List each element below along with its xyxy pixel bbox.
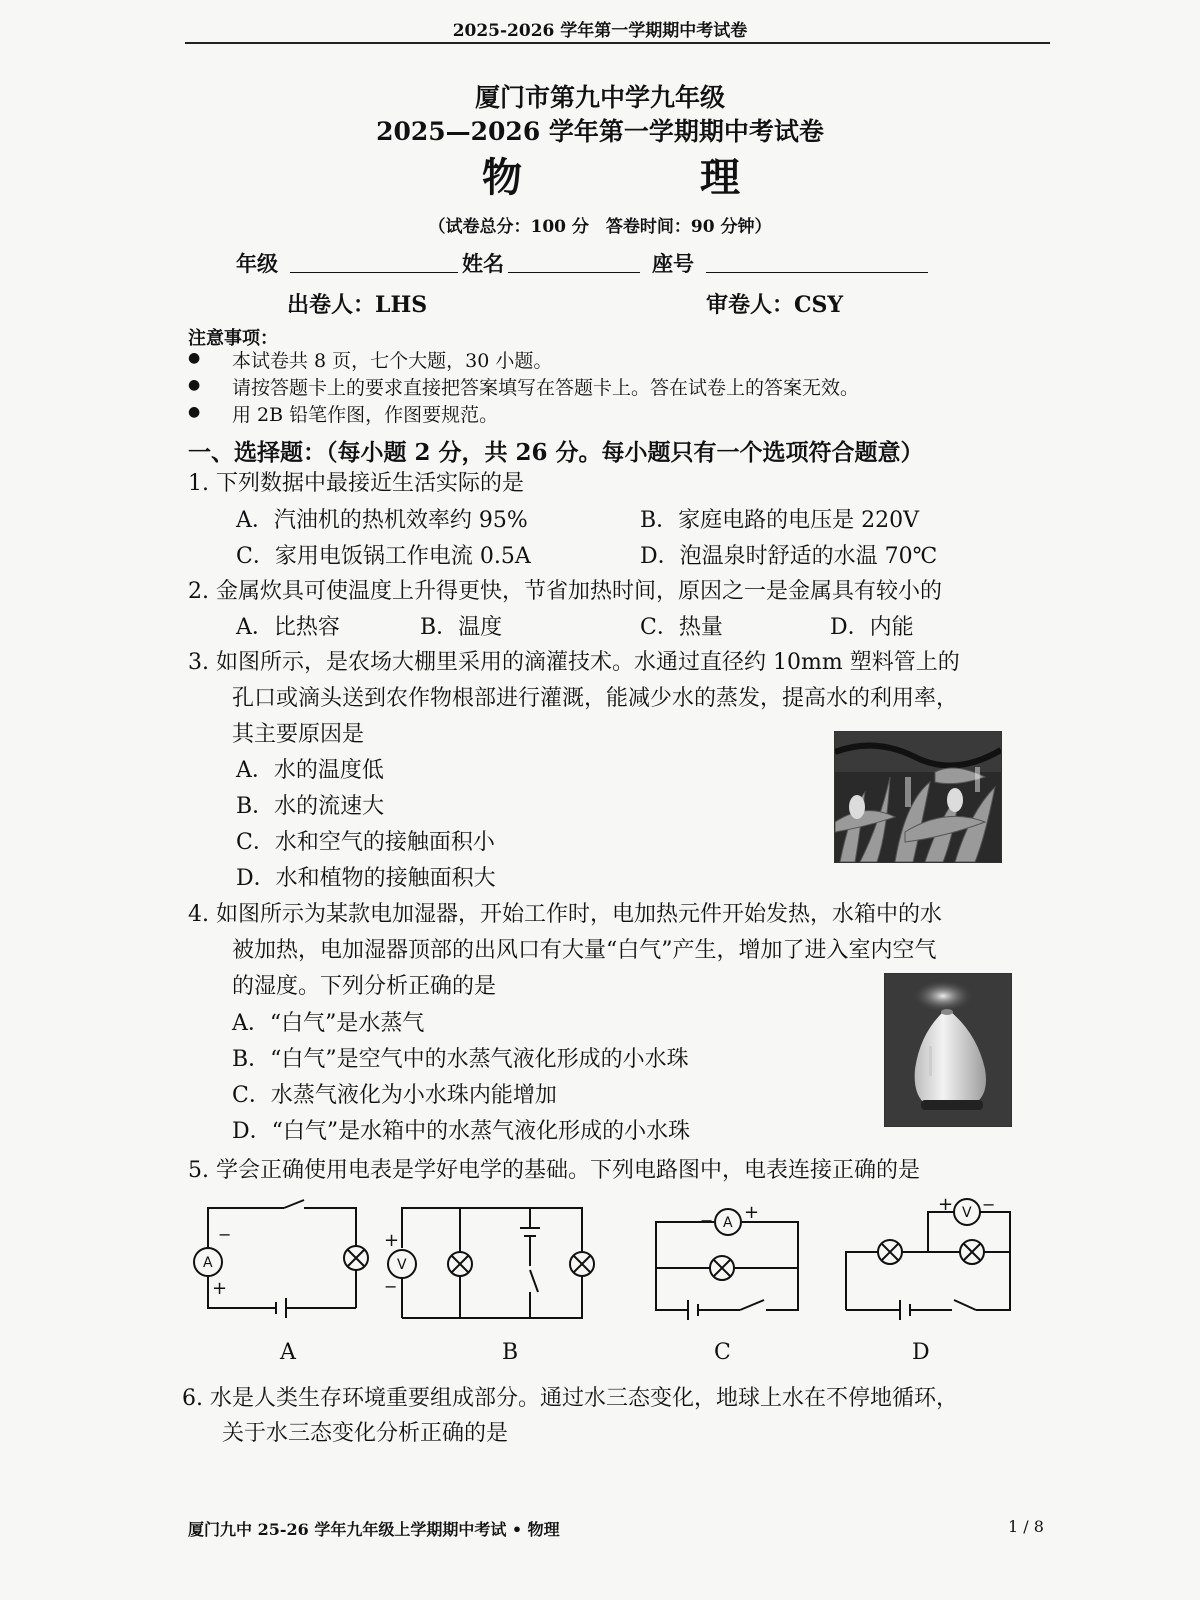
bullet-1: ● [188,350,201,366]
circuit-diagrams [180,1188,1040,1323]
grade-label: 年级 [236,251,278,276]
q3-stem-line-1: 3. 如图所示，是农场大棚里采用的滴灌技术。水通过直径约 10mm 塑料管上的 [188,650,960,675]
q3-option-b: B．水的流速大 [236,794,385,819]
circuit-label-a: A [280,1340,296,1365]
circuit-d [846,1199,1010,1320]
switch-a [284,1200,304,1208]
notes-title: 注意事项： [188,328,278,349]
ammeter-c-symbol: A [723,1215,733,1231]
ammeter-a-plus: + [212,1278,228,1299]
q5-stem: 5. 学会正确使用电表是学好电学的基础。下列电路图中，电表连接正确的是 [188,1158,920,1183]
circuit-label-d: D [912,1340,930,1365]
exam-meta: （试卷总分：100 分 答卷时间：90 分钟） [428,217,772,237]
q6-stem-line-1: 6. 水是人类生存环境重要组成部分。通过水三态变化，地球上水在不停地循环， [182,1386,958,1411]
name-label: 姓名 [462,251,504,276]
author: 出卷人：LHS [287,292,428,318]
running-head: 2025-2026 学年第一学期期中考试卷 [452,21,748,41]
q3-stem-line-2: 孔口或滴头送到农作物根部进行灌溉，能减少水的蒸发，提高水的利用率， [232,686,959,711]
bullet-3: ● [188,404,201,420]
name-blank[interactable] [508,272,640,273]
switch-c [740,1300,764,1310]
q2-option-c: C．热量 [640,615,723,640]
note-1: 本试卷共 8 页，七个大题，30 小题。 [232,350,553,372]
drip-irrigation-photo [834,731,1002,863]
subject-char-2: 理 [700,154,740,201]
bullet-2: ● [188,377,201,393]
q4-stem-line-1: 4. 如图所示为某款电加湿器，开始工作时，电加热元件开始发热，水箱中的水 [188,902,942,927]
seat-label: 座号 [652,251,694,276]
voltmeter-d-plus: + [938,1194,954,1215]
school-title: 厦门市第九中学九年级 [474,83,725,112]
q4-option-d: D．“白气”是水箱中的水蒸气液化形成的小水珠 [232,1119,691,1144]
q1-option-a: A．汽油机的热机效率约 95% [236,508,528,533]
q4-option-b: B．“白气”是空气中的水蒸气液化形成的小水珠 [232,1047,689,1072]
seat-blank[interactable] [706,272,928,273]
ammeter-a-symbol: A [203,1255,213,1271]
voltmeter-b-plus: + [384,1230,400,1251]
q1-option-c: C．家用电饭锅工作电流 0.5A [236,544,531,569]
q1-stem: 1. 下列数据中最接近生活实际的是 [188,471,524,496]
note-3: 用 2B 铅笔作图，作图要规范。 [232,404,499,426]
q3-option-a: A．水的温度低 [236,758,384,783]
header-rule [185,42,1050,44]
circuit-b [388,1208,594,1318]
q2-option-a: A．比热容 [236,615,340,640]
q6-stem-line-2: 关于水三态变化分析正确的是 [222,1421,509,1446]
q4-option-c: C．水蒸气液化为小水珠内能增加 [232,1083,557,1108]
ammeter-c-minus: − [700,1211,714,1230]
humidifier-photo [884,973,1012,1127]
page-number: 1 / 8 [1008,1517,1044,1536]
footer-title: 厦门九中 25-26 学年九年级上学期期中考试 • 物理 [188,1520,560,1539]
q2-stem: 2. 金属炊具可使温度上升得更快，节省加热时间，原因之一是金属具有较小的 [188,579,942,604]
q4-stem-line-2: 被加热，电加湿器顶部的出风口有大量“白气”产生，增加了进入室内空气 [232,938,937,963]
circuit-label-c: C [714,1340,731,1365]
q1-option-b: B．家庭电路的电压是 220V [640,508,920,533]
section-1-title: 一、选择题：（每小题 2 分，共 26 分。每小题只有一个选项符合题意） [188,439,924,466]
q4-option-a: A．“白气”是水蒸气 [232,1011,425,1036]
voltmeter-b-symbol: V [397,1257,407,1273]
q2-option-b: B．温度 [420,615,503,640]
circuit-a [194,1200,368,1318]
q3-option-d: D．水和植物的接触面积大 [236,866,496,891]
q2-option-d: D．内能 [830,615,914,640]
reviewer: 审卷人：CSY [706,292,844,318]
note-2: 请按答题卡上的要求直接把答案填写在答题卡上。答在试卷上的答案无效。 [232,377,860,399]
switch-d [954,1300,976,1310]
subject-char-1: 物 [482,154,522,201]
q3-option-c: C．水和空气的接触面积小 [236,830,495,855]
q3-stem-line-3: 其主要原因是 [232,722,365,747]
term-title: 2025—2026 学年第一学期期中考试卷 [376,117,824,146]
voltmeter-d-symbol: V [962,1205,972,1221]
q4-stem-line-3: 的湿度。下列分析正确的是 [232,974,497,999]
voltmeter-d-minus: − [982,1195,996,1214]
circuit-label-b: B [502,1340,519,1365]
ammeter-c-plus: + [744,1202,760,1223]
q1-option-d: D．泡温泉时舒适的水温 70℃ [640,544,938,569]
ammeter-a-minus: − [218,1225,232,1244]
voltmeter-b-minus: − [384,1277,398,1296]
grade-blank[interactable] [290,272,458,273]
